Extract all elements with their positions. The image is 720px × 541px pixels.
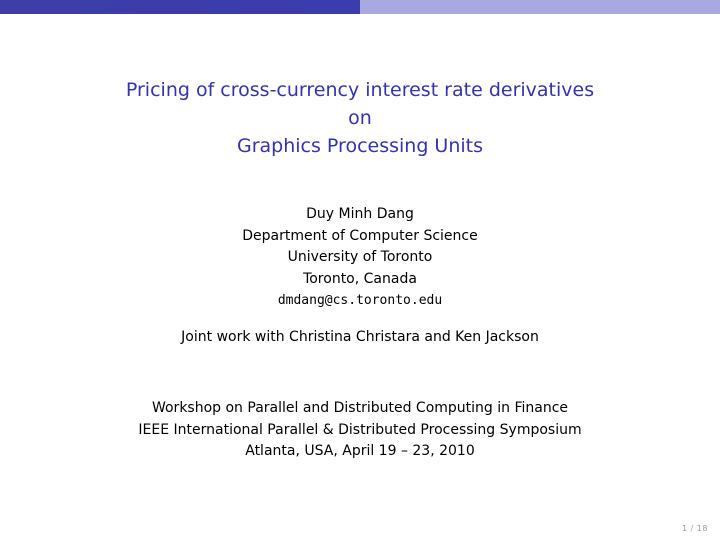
venue-info: [0, 398, 720, 463]
header-bar-section-active: [0, 0, 360, 14]
joint-work-note: Joint work with Christina Christara and Ken Jackson: [181, 329, 539, 345]
title-line-1: Pricing of cross-currency interest rate derivatives: [125, 79, 595, 101]
author-department: Department of Computer Science: [242, 227, 478, 244]
author-location: Toronto, Canada: [303, 270, 417, 287]
venue-workshop: Workshop on Parallel and Distributed Computing in Finance: [151, 400, 569, 416]
venue-place-date: Atlanta, USA, April 19 – 23, 2010: [245, 443, 475, 459]
title-line-3: Graphics Processing Units: [236, 135, 484, 157]
slide-title: [0, 76, 720, 160]
title-line-2: on: [348, 107, 372, 129]
author-university: University of Toronto: [287, 249, 433, 265]
author-name: Duy Minh Dang: [306, 206, 414, 222]
author-info: [0, 204, 720, 312]
header-progress-bar: [0, 0, 720, 14]
page-number: 1 / 18: [681, 524, 708, 533]
header-bar-section-inactive: [360, 0, 720, 14]
author-email: dmdang@cs.toronto.edu: [277, 293, 443, 308]
venue-symposium: IEEE International Parallel & Distributed Processing Symposium: [138, 421, 582, 438]
